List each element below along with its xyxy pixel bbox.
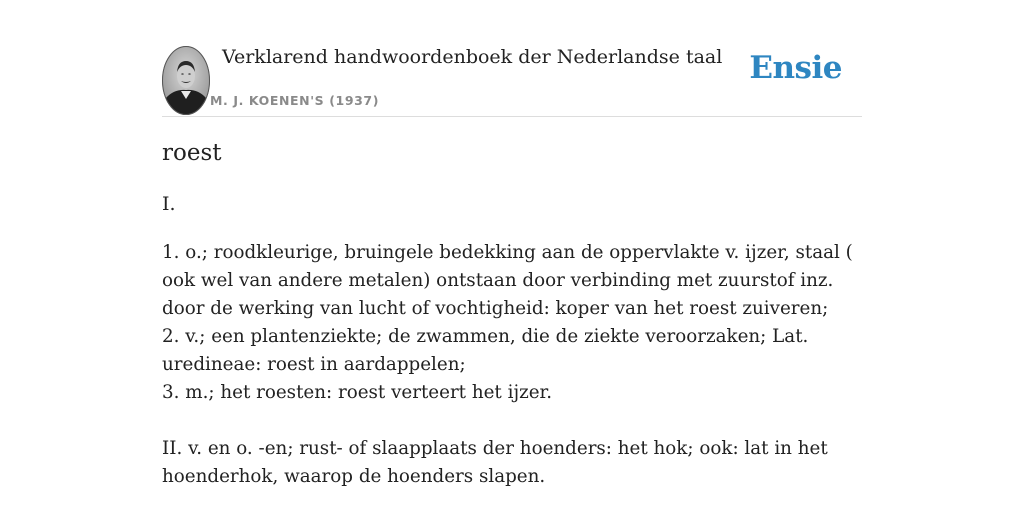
book-subtitle: M. J. KOENEN'S (1937) <box>210 93 380 108</box>
section-one-marker: I. <box>162 193 176 215</box>
dictionary-header <box>162 0 862 117</box>
page-content <box>162 0 862 487</box>
definition-item: 3. m.; het roesten: roest verteert het ijzer. <box>162 382 553 403</box>
ensie-logo-link[interactable]: Ensie <box>749 50 842 86</box>
definition-item: 1. o.; roodkleurige, bruingele bedekking aan de oppervlakte v. ijzer, staal ( ook wel van andere metalen) ontstaan door verbinding met zuurstof inz. door de werking van lucht of vochtigheid: koper van het roest zuiveren; <box>162 242 853 319</box>
section-two-definition: II. v. en o. -en; rust- of slaapplaats der hoenders: het hok; ook: lat in het hoenderhok, waarop de hoenders slapen. <box>162 438 828 487</box>
definition-list <box>162 239 862 407</box>
author-portrait-icon <box>162 46 210 115</box>
headword: roest <box>162 140 222 166</box>
definition-item: 2. v.; een plantenziekte; de zwammen, die de ziekte veroorzaken; Lat. uredineae: roest in aardappelen; <box>162 326 809 375</box>
book-title: Verklarend handwoordenboek der Nederlandse taal <box>222 46 723 68</box>
